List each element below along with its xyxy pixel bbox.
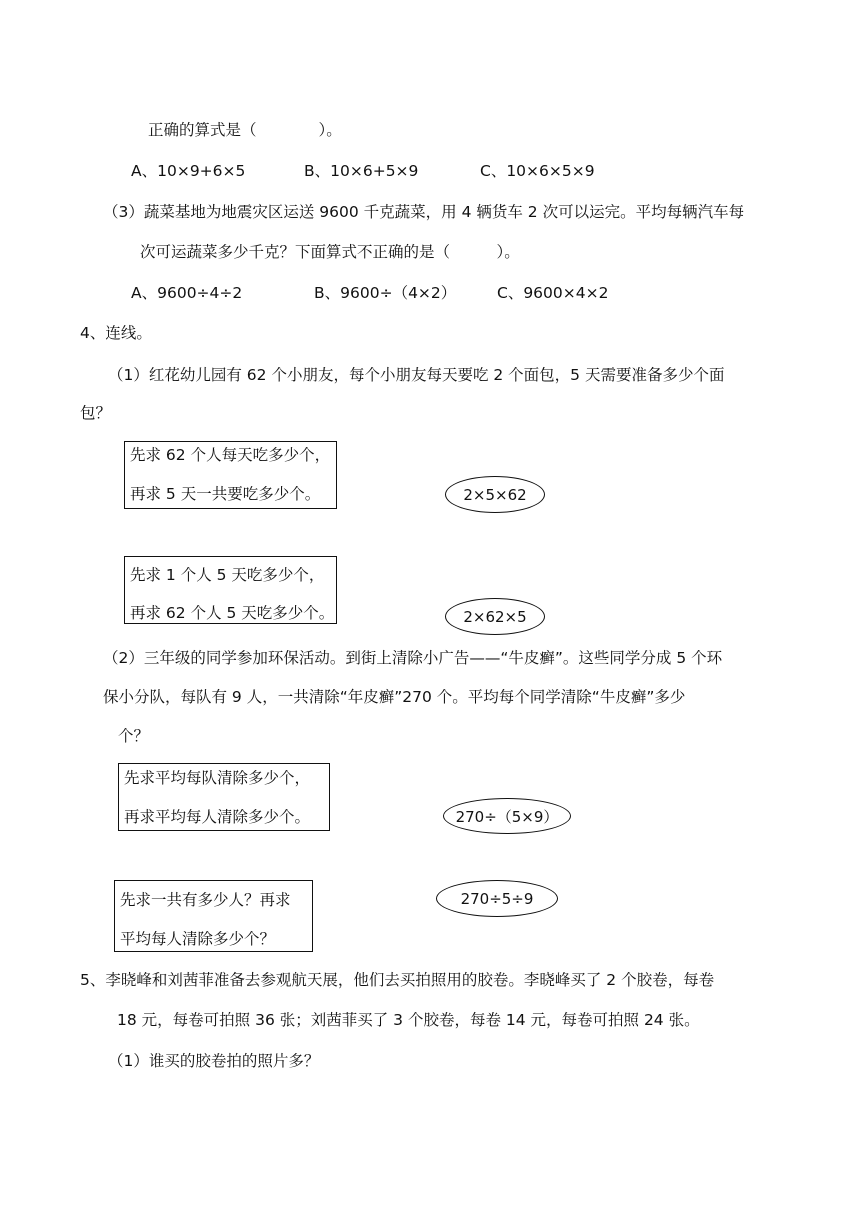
q4-p1-method-box-2[interactable] — [124, 556, 337, 624]
q3-p2-option-a: A、10×9+6×5 — [131, 162, 246, 180]
q4-p2-line1: （2）三年级的同学参加环保活动。到街上清除小广告——“牛皮癣”。这些同学分成 5 个环 — [103, 649, 723, 667]
q3-p2-option-c: C、10×6×5×9 — [480, 162, 595, 180]
q4-p1-formula-oval-1[interactable]: 2×5×62 — [445, 476, 545, 513]
q5-sub1: （1）谁买的胶卷拍的照片多？ — [108, 1052, 320, 1070]
q4-p1-method-2-line1: 先求 1 个人 5 天吃多少个， — [130, 566, 325, 584]
q4-p2-formula-oval-2[interactable]: 270÷5÷9 — [436, 880, 558, 917]
q4-p2-line2: 保小分队，每队有 9 人，一共清除“年皮癣”270 个。平均每个同学清除“牛皮癣”多少 — [103, 688, 686, 706]
q4-p2-formula-oval-1[interactable]: 270÷（5×9） — [443, 798, 571, 834]
q3-p2-options — [0, 161, 860, 181]
q3-p3-option-a: A、9600÷4÷2 — [131, 284, 243, 302]
q4-p2-method-box-2[interactable] — [114, 880, 313, 952]
q4-p1-line1: （1）红花幼儿园有 62 个小朋友，每个小朋友每天要吃 2 个面包，5 天需要准备多少个面 — [108, 366, 725, 384]
q4-p1-method-1-line1: 先求 62 个人每天吃多少个， — [130, 446, 331, 464]
q4-p2-method-2-line2: 平均每人清除多少个？ — [120, 930, 276, 948]
q3-p3-line2: 次可运蔬菜多少千克？下面算式不正确的是（ ）。 — [140, 243, 520, 261]
q4-p1-formula-oval-2[interactable]: 2×62×5 — [445, 598, 545, 635]
q5-line1: 5、李晓峰和刘茜菲准备去参观航天展，他们去买拍照用的胶卷。李晓峰买了 2 个胶卷，每卷 — [80, 971, 715, 989]
q4-p2-line3: 个？ — [118, 727, 150, 745]
q4-p1-method-box-1[interactable] — [124, 441, 337, 509]
q4-p2-method-1-line1: 先求平均每队清除多少个， — [124, 769, 311, 787]
q3-p3-option-c: C、9600×4×2 — [497, 284, 609, 302]
q4-p1-method-1-line2: 再求 5 天一共要吃多少个。 — [130, 485, 321, 503]
q3-p3-line1: （3）蔬菜基地为地震灾区运送 9600 千克蔬菜，用 4 辆货车 2 次可以运完。平均每辆汽车每 — [103, 203, 745, 221]
q3-p2-tail: 正确的算式是（ ）。 — [148, 121, 342, 139]
q3-p2-option-b: B、10×6+5×9 — [304, 162, 419, 180]
q3-p3-options — [0, 283, 860, 303]
q4-p2-method-box-1[interactable] — [118, 763, 330, 831]
q4-p1-method-2-line2: 再求 62 个人 5 天吃多少个。 — [130, 604, 335, 622]
q4-title: 4、连线。 — [80, 324, 152, 342]
q4-p2-method-1-line2: 再求平均每人清除多少个。 — [124, 808, 311, 826]
q3-p3-option-b: B、9600÷（4×2） — [314, 284, 457, 302]
q4-p1-line2: 包？ — [80, 404, 112, 422]
q4-p2-method-2-line1: 先求一共有多少人？再求 — [120, 891, 291, 909]
q5-line2: 18 元，每卷可拍照 36 张；刘茜菲买了 3 个胶卷，每卷 14 元，每卷可拍照 24 张。 — [117, 1011, 700, 1029]
